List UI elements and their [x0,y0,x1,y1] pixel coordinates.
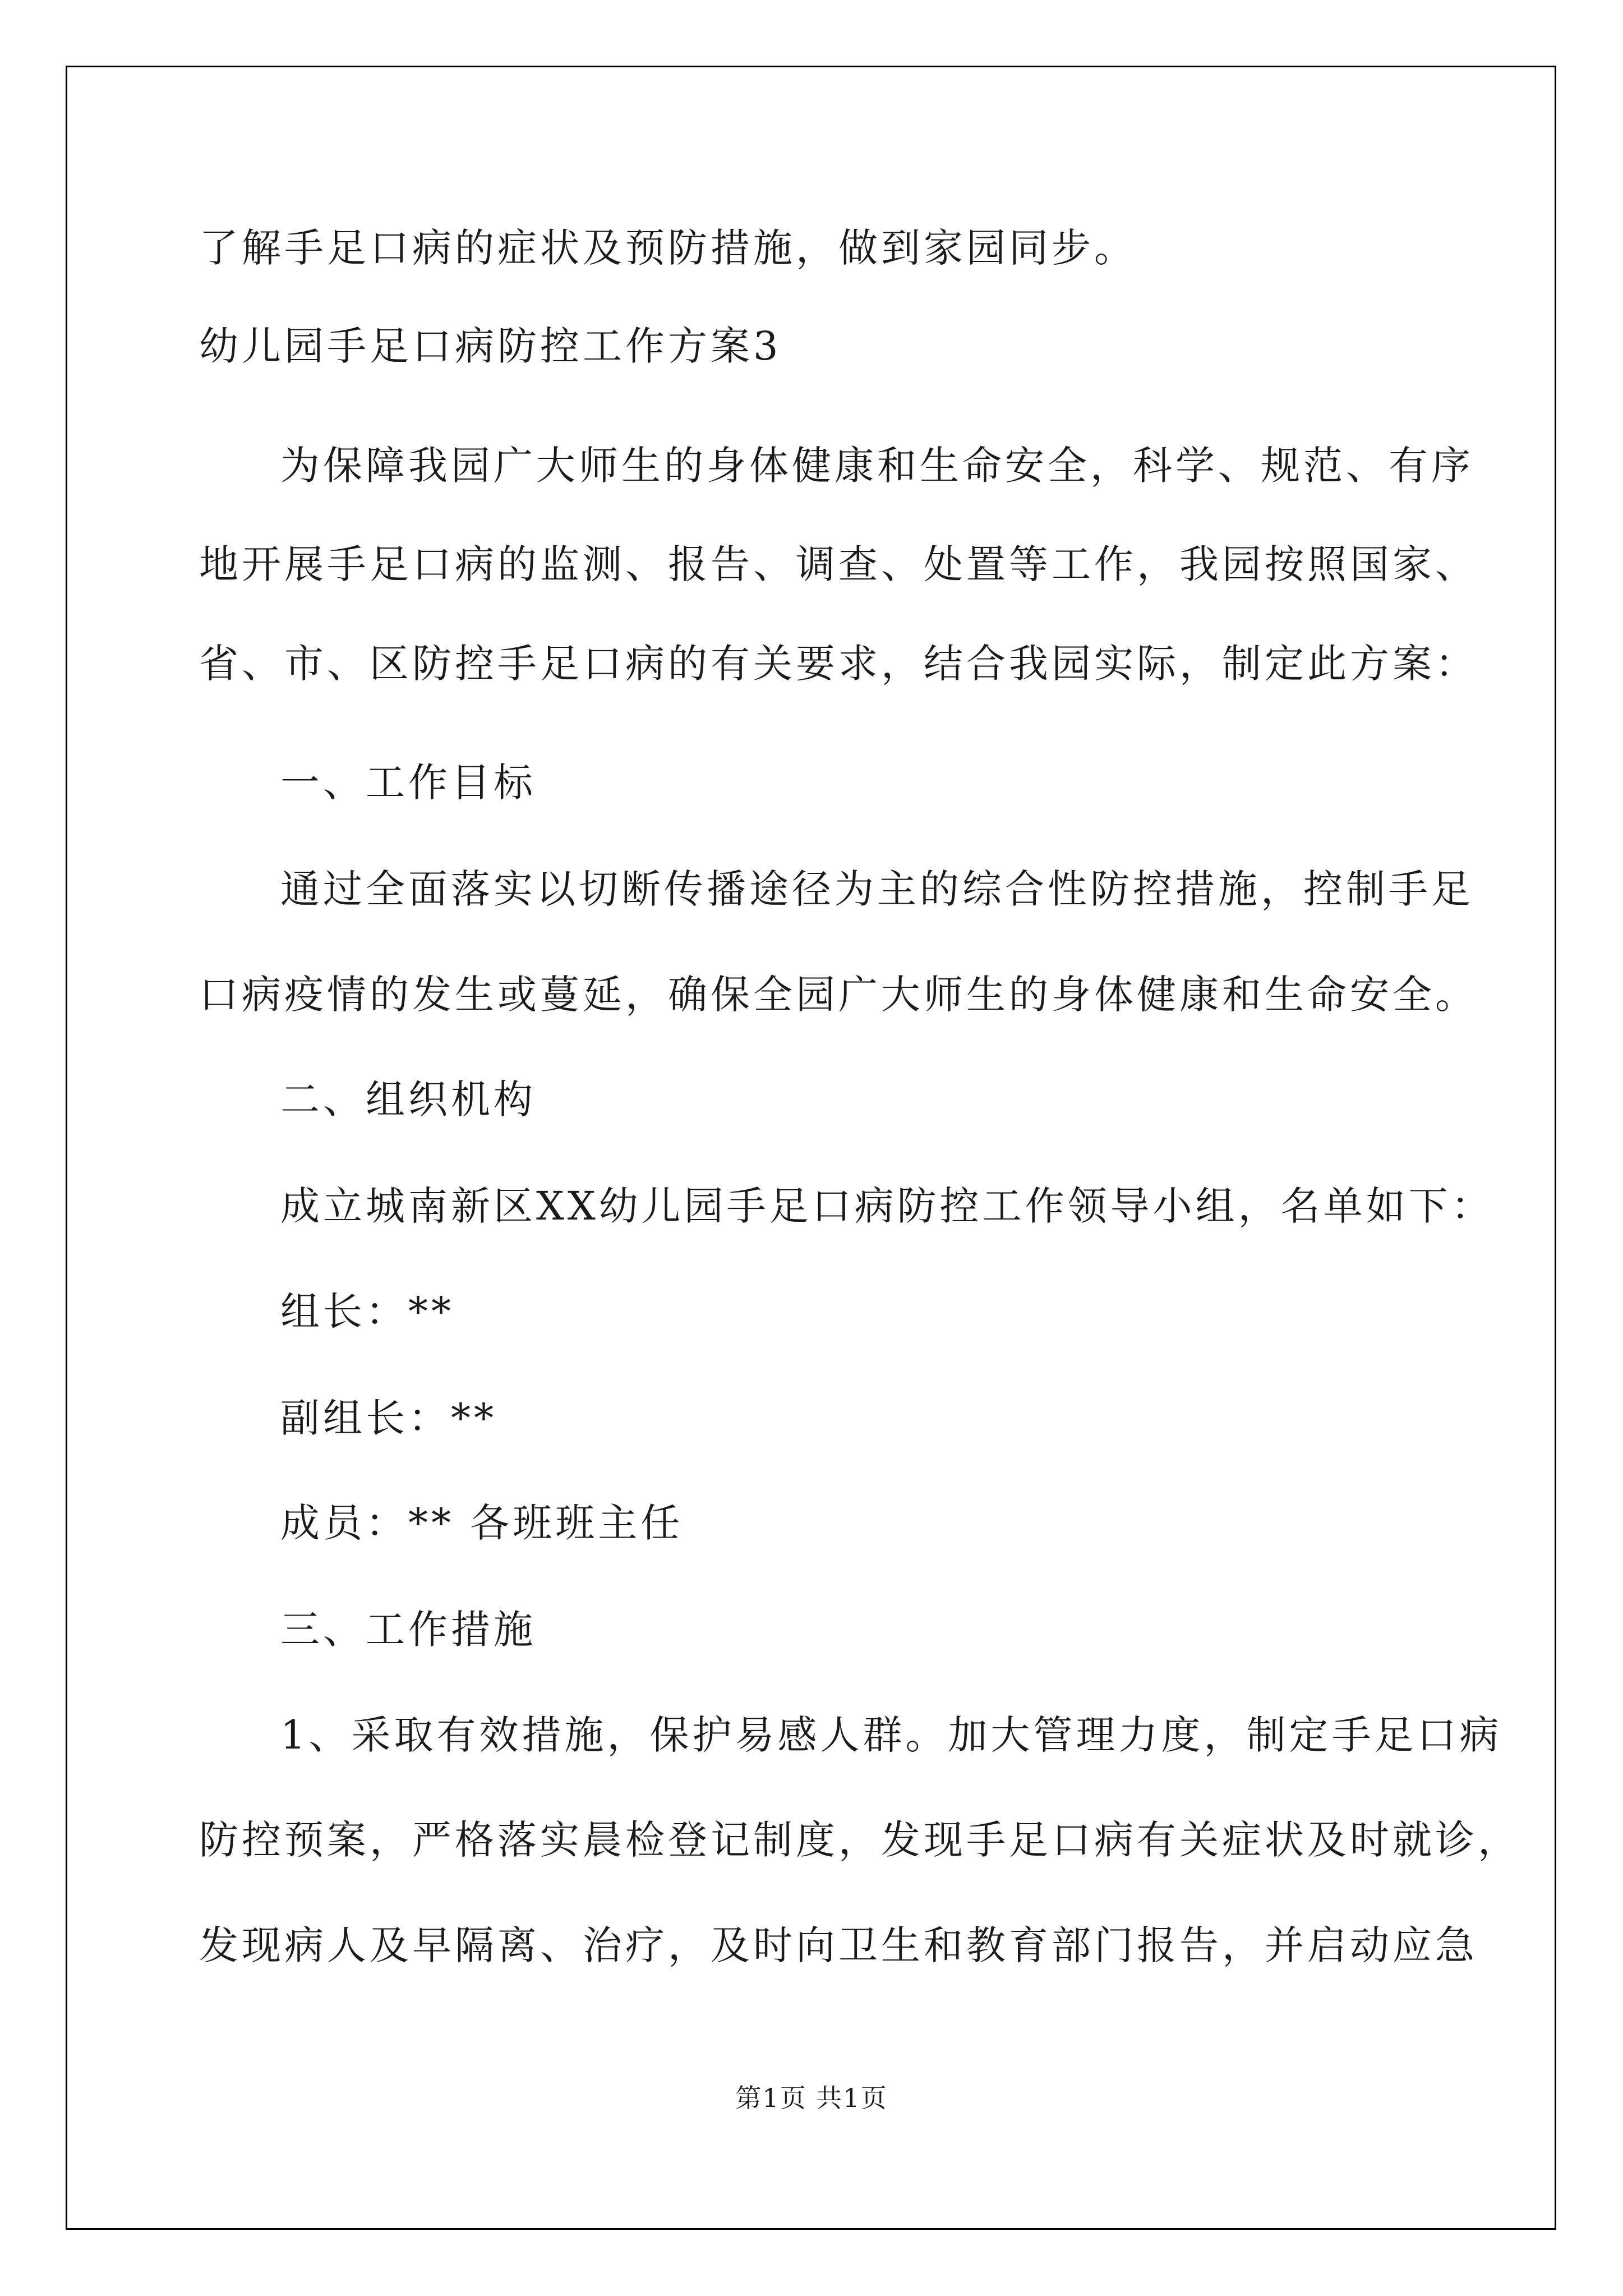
paragraph-line: 发现病人及早隔离、治疗，及时向卫生和教育部门报告，并启动应急 [199,1922,1478,1968]
subheading: 三、工作措施 [280,1607,536,1653]
paragraph-line: 为保障我园广大师生的身体健康和生命安全，科学、规范、有序 [280,443,1474,489]
paragraph-line: 组长：** [280,1289,454,1335]
subheading: 二、组织机构 [280,1076,536,1122]
paragraph-line: 通过全面落实以切断传播途径为主的综合性防控措施，控制手足 [280,866,1474,912]
paragraph-line: 防控预案，严格落实晨检登记制度，发现手足口病有关症状及时就诊， [199,1817,1520,1863]
paragraph-line: 省、市、区防控手足口病的有关要求，结合我园实际，制定此方案： [199,641,1478,687]
paragraph-line: 了解手足口病的症状及预防措施，做到家园同步。 [199,225,1137,271]
paragraph-line: 副组长：** [280,1395,497,1441]
paragraph-line: 成员：** 各班班主任 [280,1500,684,1546]
paragraph-line: 口病疫情的发生或蔓延，确保全园广大师生的身体健康和生命安全。 [199,972,1478,1018]
section-heading: 幼儿园手足口病防控工作方案3 [199,323,782,369]
subheading: 一、工作目标 [280,760,536,806]
paragraph-line: 1、采取有效措施，保护易感人群。加大管理力度，制定手足口病 [280,1712,1502,1758]
paragraph-line: 地开展手足口病的监测、报告、调查、处置等工作，我园按照国家、 [199,541,1478,587]
paragraph-line: 成立城南新区XX幼儿园手足口病防控工作领导小组，名单如下： [280,1183,1494,1229]
page-footer: 第1页 共1页 [735,2083,888,2113]
page-border [66,66,1556,2230]
